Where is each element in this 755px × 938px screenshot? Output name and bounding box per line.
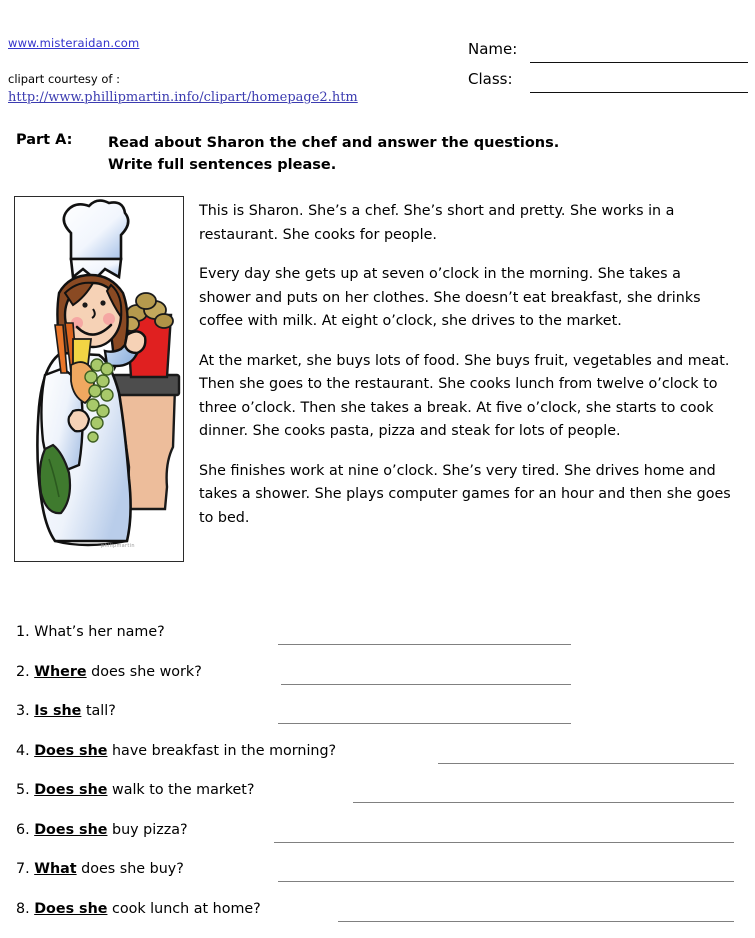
question-text [16, 782, 254, 798]
eye-right-shape [100, 300, 105, 305]
question-text [16, 624, 165, 640]
question-row [16, 859, 739, 899]
part-a-line-2: Write full sentences please. [108, 154, 559, 176]
question-number: 8. [16, 901, 34, 917]
question-body: does she work? [91, 664, 202, 680]
question-text [16, 822, 188, 838]
clipart-credit-label: clipart courtesy of : [8, 72, 120, 86]
question-body: walk to the market? [112, 782, 254, 798]
question-row [16, 899, 739, 938]
name-input-line[interactable] [530, 62, 748, 63]
question-text [16, 901, 261, 917]
question-number: 6. [16, 822, 34, 838]
question-number: 4. [16, 743, 34, 759]
question-number: 2. [16, 664, 34, 680]
cheek-right-shape [103, 313, 115, 325]
question-keyword: Is she [34, 703, 81, 719]
name-field-row [468, 40, 748, 70]
question-keyword: Does she [34, 901, 107, 917]
question-text [16, 703, 116, 719]
reading-passage [199, 200, 735, 530]
question-number: 5. [16, 782, 34, 798]
answer-line[interactable] [278, 881, 734, 882]
question-keyword: Does she [34, 782, 107, 798]
question-number: 3. [16, 703, 34, 719]
question-row [16, 622, 739, 662]
questions-list [16, 622, 739, 938]
part-a-label: Part A: [16, 132, 72, 148]
question-number: 1. [16, 624, 34, 640]
chef-clipart-frame [14, 196, 184, 562]
question-text [16, 743, 336, 759]
clipart-watermark: philipmartin [101, 543, 135, 549]
answer-line[interactable] [278, 723, 571, 724]
chef-clipart-image [15, 197, 183, 561]
name-label: Name: [468, 40, 517, 58]
class-input-line[interactable] [530, 92, 748, 93]
chef-hat-shape [64, 201, 128, 259]
question-body: buy pizza? [112, 822, 188, 838]
passage-paragraph: Every day she gets up at seven o’clock in the morning. She takes a shower and puts on her clothes. She doesn’t eat breakfast, she drinks coffee with milk. At eight o’clock, she drives to the market. [199, 263, 735, 334]
question-row [16, 741, 739, 781]
question-row [16, 780, 739, 820]
student-fields [468, 40, 748, 100]
answer-line[interactable] [274, 842, 734, 843]
passage-paragraph: This is Sharon. She’s a chef. She’s short and pretty. She works in a restaurant. She cooks for people. [199, 200, 735, 247]
question-keyword: Does she [34, 822, 107, 838]
class-label: Class: [468, 70, 513, 88]
passage-paragraph: She finishes work at nine o’clock. She’s very tired. She drives home and takes a shower. She plays computer games for an hour and then she goes to bed. [199, 460, 735, 531]
left-hand-shape [69, 410, 89, 431]
question-row [16, 662, 739, 702]
right-hand-shape [125, 331, 145, 353]
question-keyword: Does she [34, 743, 107, 759]
answer-line[interactable] [353, 802, 734, 803]
answer-line[interactable] [338, 921, 734, 922]
answer-line[interactable] [281, 684, 571, 685]
question-body: does she buy? [81, 861, 184, 877]
question-row [16, 701, 739, 741]
question-body: What’s her name? [34, 624, 165, 640]
question-keyword: Where [34, 664, 86, 680]
clipart-source-link[interactable]: http://www.phillipmartin.info/clipart/homepage2.htm [8, 90, 358, 105]
site-link[interactable]: www.misteraidan.com [8, 36, 139, 50]
question-text [16, 861, 184, 877]
question-keyword: What [34, 861, 76, 877]
question-number: 7. [16, 861, 34, 877]
reading-section [14, 196, 741, 596]
eye-left-shape [82, 302, 87, 307]
part-a-line-1: Read about Sharon the chef and answer the questions. [108, 132, 559, 154]
passage-paragraph: At the market, she buys lots of food. She buys fruit, vegetables and meat. Then she goes to the restaurant. She cooks lunch from twelve o’clock to three o’clock. Then she takes a break. At five o’clock, she starts to cook dinner. She cooks pasta, pizza and steak for lots of people. [199, 350, 735, 444]
question-text [16, 664, 202, 680]
page-header [0, 0, 755, 120]
question-row [16, 820, 739, 860]
question-body: have breakfast in the morning? [112, 743, 336, 759]
part-a-text [108, 132, 559, 176]
question-body: cook lunch at home? [112, 901, 261, 917]
answer-line[interactable] [438, 763, 734, 764]
question-body: tall? [86, 703, 116, 719]
class-field-row [468, 70, 748, 100]
answer-line[interactable] [278, 644, 571, 645]
